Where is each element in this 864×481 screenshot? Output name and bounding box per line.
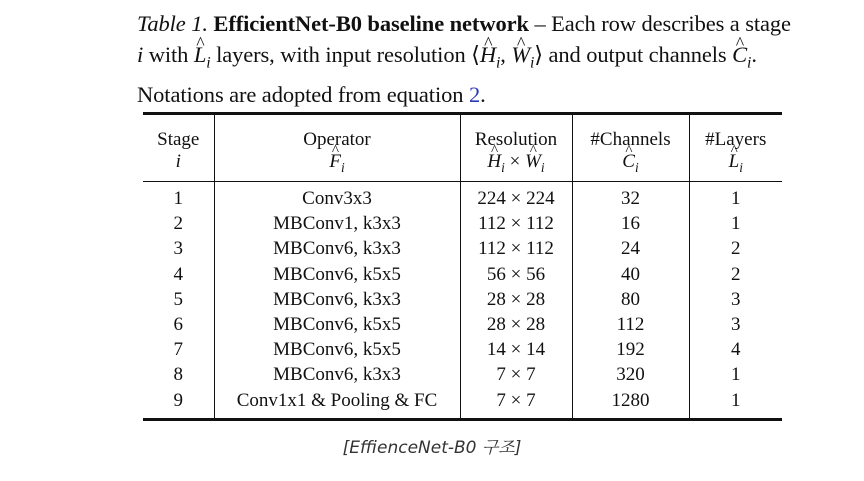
cell-resolution: 112 × 112 — [460, 211, 572, 236]
cell-operator: MBConv6, k3x3 — [214, 287, 460, 312]
cell-operator: MBConv6, k3x3 — [214, 236, 460, 261]
cell-layers: 2 — [689, 262, 782, 287]
header-channels-symbol: ^ $C_i$ — [572, 151, 689, 182]
cell-resolution: 56 × 56 — [460, 262, 572, 287]
cell-channels: 40 — [572, 262, 689, 287]
table-row — [143, 388, 782, 420]
caption-text-2: with — [148, 42, 189, 67]
architecture-table — [143, 112, 782, 421]
cell-operator: Conv3x3 — [214, 182, 460, 212]
cell-channels: 32 — [572, 182, 689, 212]
caption-text-6: . — [480, 81, 486, 107]
cell-stage: 5 — [173, 288, 183, 310]
cell-layers: 1 — [689, 362, 782, 387]
caption-text-5: . Notations are adopted from equation — [137, 42, 757, 107]
cell-stage: 8 — [173, 364, 183, 386]
header-resolution-symbol: ^ $H_i$ × ^ $W_i$ — [460, 151, 572, 182]
header-row — [143, 114, 782, 152]
table-row — [143, 211, 782, 236]
cell-stage: 1 — [173, 188, 183, 210]
caption-text-3: layers, with input resolution — [216, 42, 466, 67]
caption-text-1: – Each row describes a stage — [534, 11, 791, 36]
cell-stage: 9 — [143, 388, 214, 420]
table-caption — [137, 8, 797, 110]
cell-operator: MBConv6, k5x5 — [214, 337, 460, 362]
cell-channels: 192 — [572, 337, 689, 362]
header-operator-symbol: ^ $F_i$ — [214, 151, 460, 182]
cell-channels: 112 — [572, 312, 689, 337]
header-layers: #Layers — [689, 114, 782, 152]
cell-layers: 3 — [689, 312, 782, 337]
table-row — [143, 182, 782, 212]
cell-resolution: 112 × 112 — [460, 236, 572, 261]
cell-channels: 1280 — [572, 388, 689, 420]
channels-symbol: ^ $C_i$ — [732, 42, 751, 67]
table-title: EfficientNet-B0 baseline network — [213, 11, 529, 36]
table-row — [143, 312, 782, 337]
header-symbol-row — [143, 151, 782, 182]
cell-stage: 3 — [173, 238, 183, 260]
cell-stage: 6 — [173, 314, 183, 336]
cell-resolution: 7 × 7 — [460, 362, 572, 387]
table-row — [143, 287, 782, 312]
cell-resolution: 7 × 7 — [460, 388, 572, 420]
header-layers-symbol: ^ $L_i$ — [689, 151, 782, 182]
stage-var: i — [137, 42, 144, 67]
cell-layers: 2 — [689, 236, 782, 261]
cell-channels: 16 — [572, 211, 689, 236]
table-row — [143, 236, 782, 261]
table-row — [143, 362, 782, 387]
table-row — [143, 262, 782, 287]
cell-operator: MBConv6, k3x3 — [214, 362, 460, 387]
cell-resolution: 224 × 224 — [460, 182, 572, 212]
cell-layers: 4 — [689, 337, 782, 362]
cell-stage: 4 — [173, 263, 183, 285]
caption-text-4: and output channels — [548, 42, 727, 67]
figure-caption: [EffienceNet-B0 구조] — [342, 438, 522, 458]
cell-operator: MBConv1, k3x3 — [214, 211, 460, 236]
cell-layers: 1 — [689, 182, 782, 212]
equation-ref-link[interactable]: 2 — [468, 81, 481, 107]
resolution-symbol: ⟨^ $H_i$, ^ $W_i⟩$ — [471, 42, 543, 67]
table-row — [143, 337, 782, 362]
cell-layers: 3 — [689, 287, 782, 312]
cell-stage: 2 — [173, 213, 183, 235]
cell-layers: 1 — [689, 388, 782, 420]
cell-layers: 1 — [689, 211, 782, 236]
cell-channels: 80 — [572, 287, 689, 312]
cell-resolution: 14 × 14 — [460, 337, 572, 362]
cell-resolution: 28 × 28 — [460, 312, 572, 337]
header-stage: Stage — [143, 114, 214, 152]
cell-operator: Conv1x1 & Pooling & FC — [214, 388, 460, 420]
cell-stage: 7 — [173, 339, 183, 361]
table-label: Table 1. — [137, 11, 208, 36]
layers-symbol: ^ $L_i$ — [194, 42, 211, 67]
header-operator: Operator — [214, 114, 460, 152]
cell-channels: 24 — [572, 236, 689, 261]
header-resolution: Resolution — [460, 114, 572, 152]
cell-resolution: 28 × 28 — [460, 287, 572, 312]
header-stage-symbol: i — [143, 151, 214, 182]
cell-channels: 320 — [572, 362, 689, 387]
header-channels: #Channels — [572, 114, 689, 152]
cell-operator: MBConv6, k5x5 — [214, 262, 460, 287]
cell-operator: MBConv6, k5x5 — [214, 312, 460, 337]
